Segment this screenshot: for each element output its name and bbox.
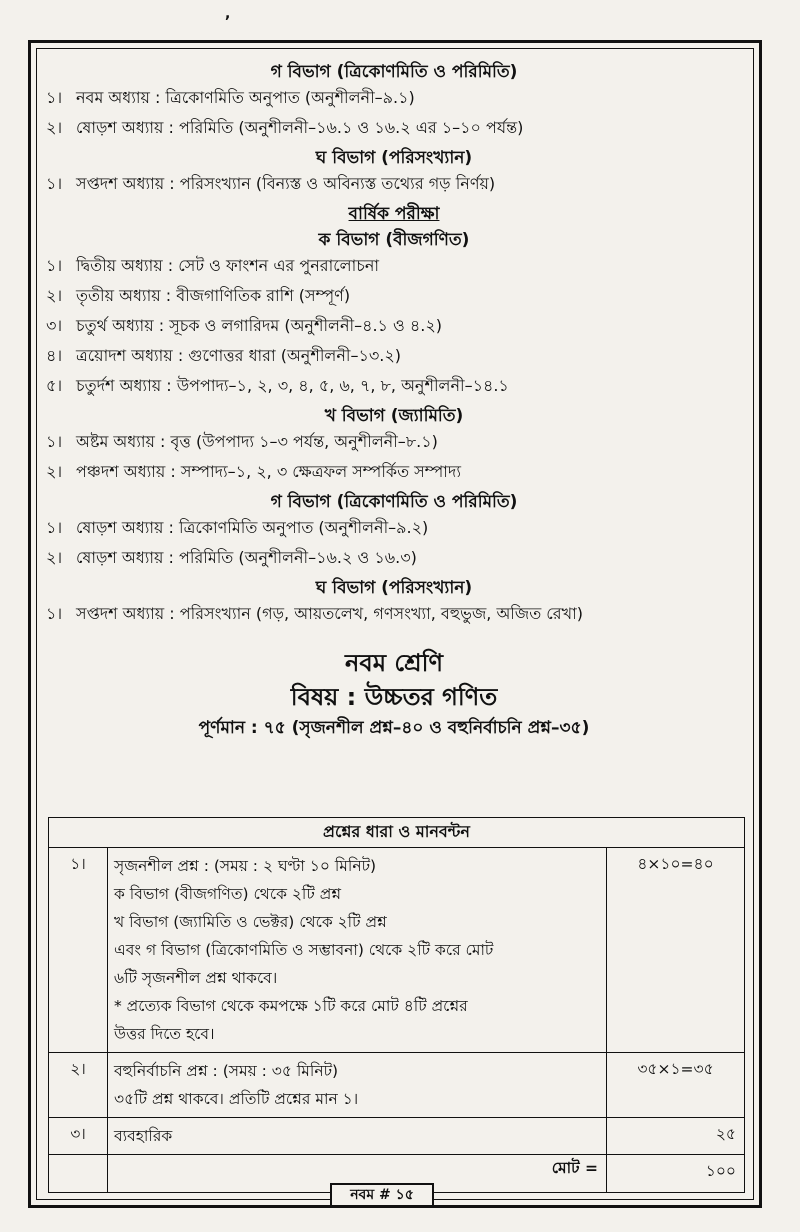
item-text: পঞ্চদশ অধ্যায় : সম্পাদ্য–১, ২, ৩ ক্ষেত্রফল সম্পর্কিত সম্পাদ্য	[76, 462, 461, 481]
item-text: চতুর্থ অধ্যায় : সূচক ও লগারিদম (অনুশীলনী–৪.১ ও ৪.২)	[76, 316, 442, 335]
total-label: মোট =	[108, 1155, 607, 1193]
description-line: বহুনির্বাচনি প্রশ্ন : (সময় : ৩৫ মিনিট)	[114, 1062, 339, 1080]
stray-mark: ,	[225, 6, 231, 22]
section-heading: গ বিভাগ (ত্রিকোণমিতি ও পরিমিতি)	[270, 62, 518, 82]
syllabus-item	[44, 460, 744, 490]
item-number: ১।	[46, 518, 63, 537]
item-number: ১।	[46, 604, 63, 623]
section-heading: ঘ বিভাগ (পরিসংখ্যান)	[315, 578, 473, 598]
item-number: ২।	[46, 548, 63, 567]
row-marks: ২৫	[607, 1118, 745, 1155]
syllabus-item	[44, 516, 744, 546]
description-line: এবং গ বিভাগ (ত্রিকোণমিতি ও সম্ভাবনা) থেকে ২টি করে মোট	[114, 941, 494, 959]
syllabus-item	[44, 344, 744, 374]
item-number: ১।	[46, 432, 63, 451]
row-number: ৩।	[49, 1118, 108, 1155]
item-text: সপ্তদশ অধ্যায় : পরিসংখ্যান (বিন্যস্ত ও অবিন্যস্ত তথ্যের গড় নির্ণয়)	[76, 174, 496, 193]
annual-exam-title	[44, 202, 744, 228]
syllabus-item	[44, 374, 744, 404]
description-line: ৬টি সৃজনশীল প্রশ্ন থাকবে।	[114, 969, 278, 987]
description-line: ব্যবহারিক	[114, 1127, 173, 1145]
description-line: ক বিভাগ (বীজগণিত) থেকে ২টি প্রশ্ন	[114, 885, 342, 903]
row-description	[108, 1118, 607, 1155]
item-number: ১।	[46, 88, 63, 107]
class-title: নবম শ্রেণি	[345, 649, 443, 677]
item-text: তৃতীয় অধ্যায় : বীজগাণিতিক রাশি (সম্পূর্ণ)	[76, 286, 351, 305]
description-line: * প্রত্যেক বিভাগ থেকে কমপক্ষে ১টি করে মোট ৪টি প্রশ্নের	[114, 997, 468, 1015]
page-number: নবম # ১৫	[330, 1183, 434, 1207]
item-text: ষোড়শ অধ্যায় : পরিমিতি (অনুশীলনী–১৬.১ ও ১৬.২ এর ১–১০ পর্যন্ত)	[76, 118, 524, 137]
item-number: ১।	[46, 256, 63, 275]
item-number: ১।	[46, 174, 63, 193]
annual-exam-title-text: বার্ষিক পরীক্ষা	[348, 204, 440, 224]
syllabus-item	[44, 602, 744, 632]
description-line: ৩৫টি প্রশ্ন থাকবে। প্রতিটি প্রশ্নের মান ১।	[114, 1090, 359, 1108]
syllabus-item	[44, 172, 744, 202]
item-text: নবম অধ্যায় : ত্রিকোণমিতি অনুপাত (অনুশীলনী–৯.১)	[76, 88, 415, 107]
table-row	[49, 848, 745, 1053]
row-number: ২।	[49, 1053, 108, 1118]
row-description	[108, 848, 607, 1053]
row-marks: ৩৫×১=৩৫	[607, 1053, 745, 1118]
syllabus-item	[44, 284, 744, 314]
item-text: চতুর্দশ অধ্যায় : উপপাদ্য–১, ২, ৩, ৪, ৫, ৬, ৭, ৮, অনুশীলনী–১৪.১	[76, 376, 509, 395]
syllabus-item	[44, 314, 744, 344]
subject-title: বিষয় : উচ্চতর গণিত	[290, 683, 498, 711]
item-text: অষ্টম অধ্যায় : বৃত্ত (উপপাদ্য ১–৩ পর্যন্ত, অনুশীলনী–৮.১)	[76, 432, 438, 451]
item-text: সপ্তদশ অধ্যায় : পরিসংখ্যান (গড়, আয়তলেখ, গণসংখ্যা, বহুভুজ, অজিত রেখা)	[76, 604, 583, 623]
item-text: ষোড়শ অধ্যায় : পরিমিতি (অনুশীলনী–১৬.২ ও ১৬.৩)	[76, 548, 417, 567]
syllabus-item	[44, 430, 744, 460]
section-heading: ক বিভাগ (বীজগণিত)	[318, 230, 470, 250]
section-heading: খ বিভাগ (জ্যামিতি)	[324, 406, 464, 426]
item-text: ত্রয়োদশ অধ্যায় : গুণোত্তর ধারা (অনুশীলনী–১৩.২)	[76, 346, 401, 365]
total-empty	[49, 1155, 108, 1193]
item-number: ৩।	[46, 316, 63, 335]
table-header: প্রশ্নের ধারা ও মানবন্টন	[49, 818, 745, 848]
description-line: সৃজনশীল প্রশ্ন : (সময় : ২ ঘণ্টা ১০ মিনিট)	[114, 857, 377, 875]
syllabus-item	[44, 254, 744, 284]
item-number: ২।	[46, 462, 63, 481]
item-number: ২।	[46, 118, 63, 137]
item-text: দ্বিতীয় অধ্যায় : সেট ও ফাংশন এর পুনরালোচনা	[76, 256, 380, 275]
table-row	[49, 1053, 745, 1118]
item-number: ৪।	[46, 346, 63, 365]
item-number: ২।	[46, 286, 63, 305]
full-marks-line: পূর্ণমান : ৭৫ (সৃজনশীল প্রশ্ন–৪০ ও বহুনির্বাচনি প্রশ্ন–৩৫)	[198, 718, 590, 738]
syllabus-item	[44, 86, 744, 116]
section-heading: ঘ বিভাগ (পরিসংখ্যান)	[315, 148, 473, 168]
item-text: ষোড়শ অধ্যায় : ত্রিকোণমিতি অনুপাত (অনুশীলনী–৯.২)	[76, 518, 429, 537]
description-line: খ বিভাগ (জ্যামিতি ও ভেক্টর) থেকে ২টি প্রশ্ন	[114, 913, 387, 931]
row-marks: ৪×১০=৪০	[607, 848, 745, 1053]
syllabus-item	[44, 116, 744, 146]
section-heading: গ বিভাগ (ত্রিকোণমিতি ও পরিমিতি)	[270, 492, 518, 512]
table-row	[49, 1118, 745, 1155]
syllabus-content	[44, 60, 744, 742]
row-description	[108, 1053, 607, 1118]
item-number: ৫।	[46, 376, 63, 395]
marks-distribution-table	[48, 817, 745, 1193]
total-value: ১০০	[607, 1155, 745, 1193]
row-number: ১।	[49, 848, 108, 1053]
description-line: উত্তর দিতে হবে।	[114, 1025, 215, 1043]
syllabus-item	[44, 546, 744, 576]
